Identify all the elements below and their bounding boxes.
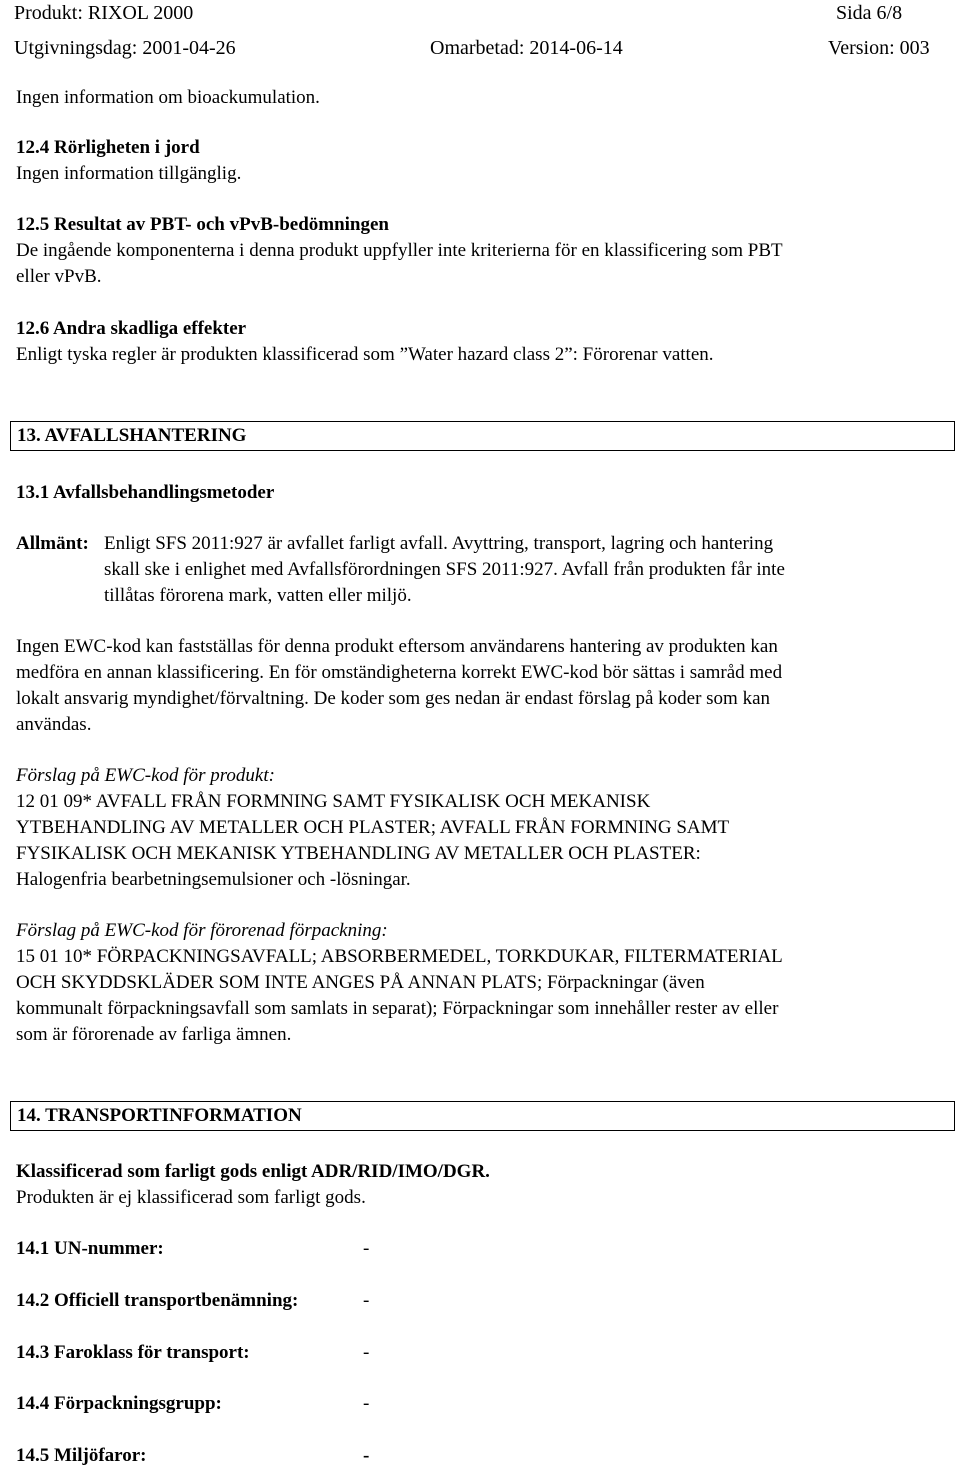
environmental-hazards-value: - [363,1445,370,1466]
packaging-ewc-line2: OCH SKYDDSKLÄDER SOM INTE ANGES PÅ ANNAN PLATS; Förpackningar (även [16,972,705,993]
packaging-ewc-line1: 15 01 10* FÖRPACKNINGSAVFALL; ABSORBERMEDEL, TORKDUKAR, FILTERMATERIAL [16,946,783,967]
product-ewc-line4: Halogenfria bearbetningsemulsioner och -lösningar. [16,869,411,890]
packing-group-label: 14.4 Förpackningsgrupp: [16,1393,222,1414]
revised-date: Omarbetad: 2014-06-14 [430,37,623,59]
packaging-ewc-line4: som är förorenade av farliga ämnen. [16,1024,292,1045]
environmental-hazards-label: 14.5 Miljöfaror: [16,1445,147,1466]
section-13-title: 13. AVFALLSHANTERING [17,425,247,446]
un-number-value: - [363,1238,370,1259]
dangerous-goods-status: Produkten är ej klassificerad som farligt gods. [16,1187,366,1208]
ewc-text-line1: Ingen EWC-kod kan fastställas för denna produkt eftersom användarens hantering av produkten kan [16,636,778,657]
general-text-line1: Enligt SFS 2011:927 är avfallet farligt avfall. Avyttring, transport, lagring och hantering [104,533,774,554]
packaging-ewc-line3: kommunalt förpackningsavfall som samlats in separat); Förpackningar som innehåller rester av eller [16,998,779,1019]
un-number-label: 14.1 UN-nummer: [16,1238,164,1259]
product-ewc-line2: YTBEHANDLING AV METALLER OCH PLASTER; AVFALL FRÅN FORMNING SAMT [16,817,730,838]
product-ewc-line3: FYSIKALISK OCH MEKANISK YTBEHANDLING AV METALLER OCH PLASTER: [16,843,701,864]
general-label: Allmänt: [16,533,89,554]
product-name: Produkt: RIXOL 2000 [14,2,194,24]
issue-date: Utgivningsdag: 2001-04-26 [14,37,236,59]
packing-group-value: - [363,1393,370,1414]
hazard-class-value: - [363,1342,370,1363]
s125-title: 12.5 Resultat av PBT- och vPvB-bedömningen [16,214,389,235]
s124-text: Ingen information tillgänglig. [16,163,242,184]
section-14-title: 14. TRANSPORTINFORMATION [17,1105,302,1126]
s131-title: 13.1 Avfallsbehandlingsmetoder [16,482,275,503]
s124-title: 12.4 Rörligheten i jord [16,137,200,158]
bioaccumulation-text: Ingen information om bioackumulation. [16,87,320,108]
ewc-text-line4: användas. [16,714,92,735]
shipping-name-label: 14.2 Officiell transportbenämning: [16,1290,299,1311]
s125-text-line1: De ingående komponenterna i denna produkt uppfyller inte kriterierna för en klassificering som PBT [16,240,783,261]
general-text-line2: skall ske i enlighet med Avfallsförordningen SFS 2011:927. Avfall från produkten får inte [104,559,785,580]
page-number: Sida 6/8 [836,2,903,24]
product-ewc-label: Förslag på EWC-kod för produkt: [16,765,275,786]
ewc-text-line3: lokalt ansvarig myndighet/förvaltning. De koder som ges nedan är endast förslag på koder som kan [16,688,770,709]
product-ewc-line1: 12 01 09* AVFALL FRÅN FORMNING SAMT FYSIKALISK OCH MEKANISK [16,791,651,812]
hazard-class-label: 14.3 Faroklass för transport: [16,1342,250,1363]
s125-text-line2: eller vPvB. [16,266,102,287]
shipping-name-value: - [363,1290,370,1311]
version: Version: 003 [828,37,930,59]
s126-text: Enligt tyska regler är produkten klassificerad som ”Water hazard class 2”: Förorenar vatten. [16,344,714,365]
packaging-ewc-label: Förslag på EWC-kod för förorenad förpackning: [16,920,388,941]
dangerous-goods-classification: Klassificerad som farligt gods enligt ADR/RID/IMO/DGR. [16,1161,490,1182]
section-14-heading-box [10,1101,955,1131]
ewc-text-line2: medföra en annan klassificering. En för omständigheterna korrekt EWC-kod bör sättas i samråd med [16,662,783,683]
general-text-line3: tillåtas förorena mark, vatten eller miljö. [104,585,412,606]
s126-title: 12.6 Andra skadliga effekter [16,318,247,339]
section-13-heading-box [10,421,955,451]
